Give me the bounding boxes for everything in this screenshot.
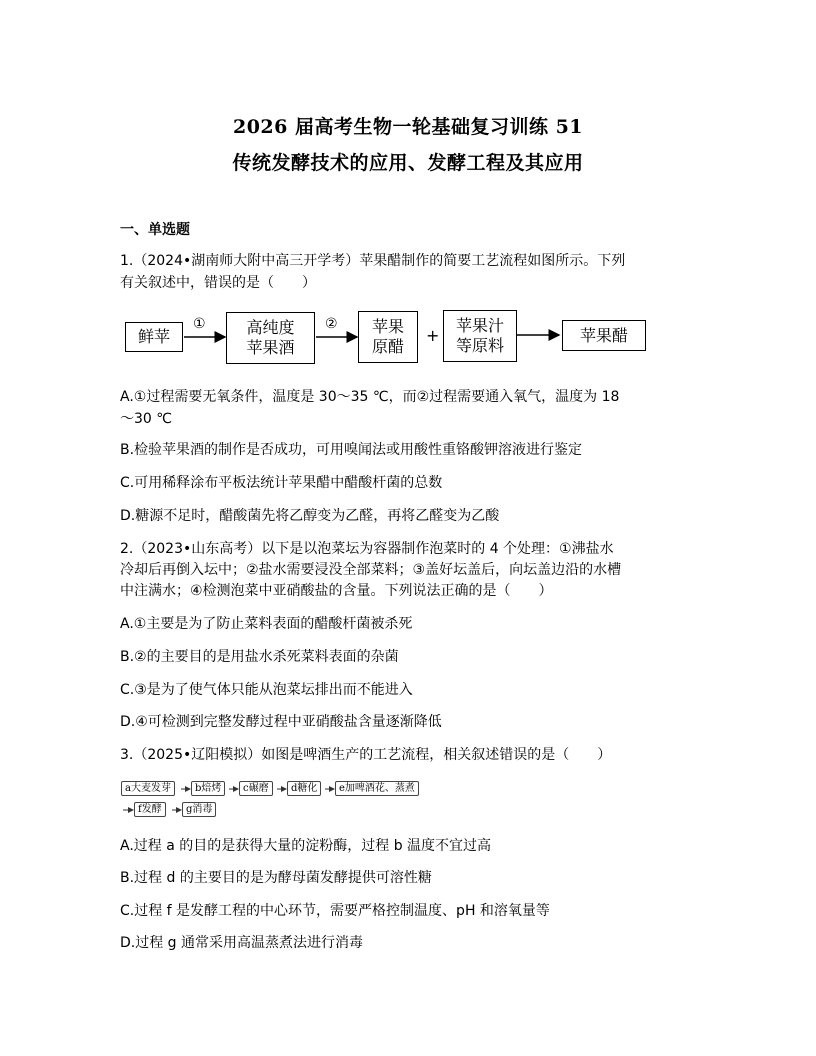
step-1-label: ① bbox=[193, 316, 206, 332]
flow-step-f: f发酵 bbox=[134, 802, 166, 817]
box-apple-wine-line1: 高纯度 bbox=[246, 318, 295, 337]
box-apple-juice-line1: 苹果汁 bbox=[455, 316, 504, 335]
box-apple-juice-line2: 等原料 bbox=[455, 336, 504, 355]
q1-option-c: C.可用稀释涂布平板法统计苹果醋中醋酸杆菌的总数 bbox=[120, 475, 443, 491]
q3-option-a: A.过程 a 的目的是获得大量的淀粉酶，过程 b 温度不宜过高 bbox=[120, 838, 492, 854]
q1-option-a-line1: A.①过程需要无氧条件，温度是 30～35 ℃，而②过程需要通入氧气，温度为 18 bbox=[120, 389, 620, 405]
q3-option-d: D.过程 g 通常采用高温蒸煮法进行消毒 bbox=[120, 935, 364, 951]
q1-stem-line1: 1.（2024•湖南师大附中高三开学考）苹果醋制作的简要工艺流程如图所示。下列 bbox=[120, 253, 626, 269]
q2-option-d: D.④可检测到完整发酵过程中亚硝酸盐含量逐渐降低 bbox=[120, 714, 442, 730]
flow-step-b: b焙烤 bbox=[191, 781, 225, 796]
flow-step-d: d糖化 bbox=[287, 781, 321, 796]
section-heading: 一、单选题 bbox=[120, 222, 190, 238]
document-subtitle: 传统发酵技术的应用、发酵工程及其应用 bbox=[232, 152, 584, 174]
q2-stem-line2: 冷却后再倒入坛中；②盐水需要浸没全部菜料；③盖好坛盖后，向坛盖边沿的水槽 bbox=[120, 562, 622, 578]
q2-option-b: B.②的主要目的是用盐水杀死菜料表面的杂菌 bbox=[120, 649, 399, 665]
q2-option-a: A.①主要是为了防止菜料表面的醋酸杆菌被杀死 bbox=[120, 616, 413, 632]
plus-sign: + bbox=[426, 326, 440, 345]
q2-option-c: C.③是为了使气体只能从泡菜坛排出而不能进入 bbox=[120, 682, 413, 698]
q1-option-d: D.糖源不足时，醋酸菌先将乙醇变为乙醛，再将乙醛变为乙酸 bbox=[120, 508, 500, 524]
box-apple-vinegar: 苹果醋 bbox=[562, 320, 646, 351]
flow-step-g: g消毒 bbox=[182, 802, 216, 817]
q2-stem-line3: 中注满水；④检测泡菜中亚硝酸盐的含量。下列说法正确的是（ ） bbox=[120, 583, 553, 599]
q1-option-a-line2: ～30 ℃ bbox=[120, 411, 172, 427]
q3-option-b: B.过程 d 的主要目的是为酵母菌发酵提供可溶性糖 bbox=[120, 870, 432, 886]
q1-stem-line2: 有关叙述中，错误的是（ ） bbox=[120, 275, 316, 291]
document-title: 2026 届高考生物一轮基础复习训练 51 bbox=[232, 116, 584, 138]
step-2-label: ② bbox=[325, 316, 338, 332]
box-apple-wine-line2: 苹果酒 bbox=[246, 338, 295, 357]
box-raw-vinegar-line1: 苹果 bbox=[371, 317, 404, 336]
q1-option-b: B.检验苹果酒的制作是否成功，可用嗅闻法或用酸性重铬酸钾溶液进行鉴定 bbox=[120, 442, 583, 458]
flow-step-e: e加啤酒花、蒸煮 bbox=[335, 781, 419, 796]
q3-option-c: C.过程 f 是发酵工程的中心环节，需要严格控制温度、pH 和溶氧量等 bbox=[120, 903, 550, 919]
box-fresh-apple: 鲜苹 bbox=[125, 322, 183, 352]
q2-stem-line1: 2.（2023•山东高考）以下是以泡菜坛为容器制作泡菜时的 4 个处理：①沸盐水 bbox=[120, 541, 614, 557]
flow-step-c: c碾磨 bbox=[239, 781, 273, 796]
box-raw-vinegar-line2: 原醋 bbox=[371, 337, 404, 356]
flow-step-a: a大麦发芽 bbox=[121, 781, 175, 796]
q3-stem: 3.（2025•辽阳模拟）如图是啤酒生产的工艺流程，相关叙述错误的是（ ） bbox=[120, 747, 612, 763]
